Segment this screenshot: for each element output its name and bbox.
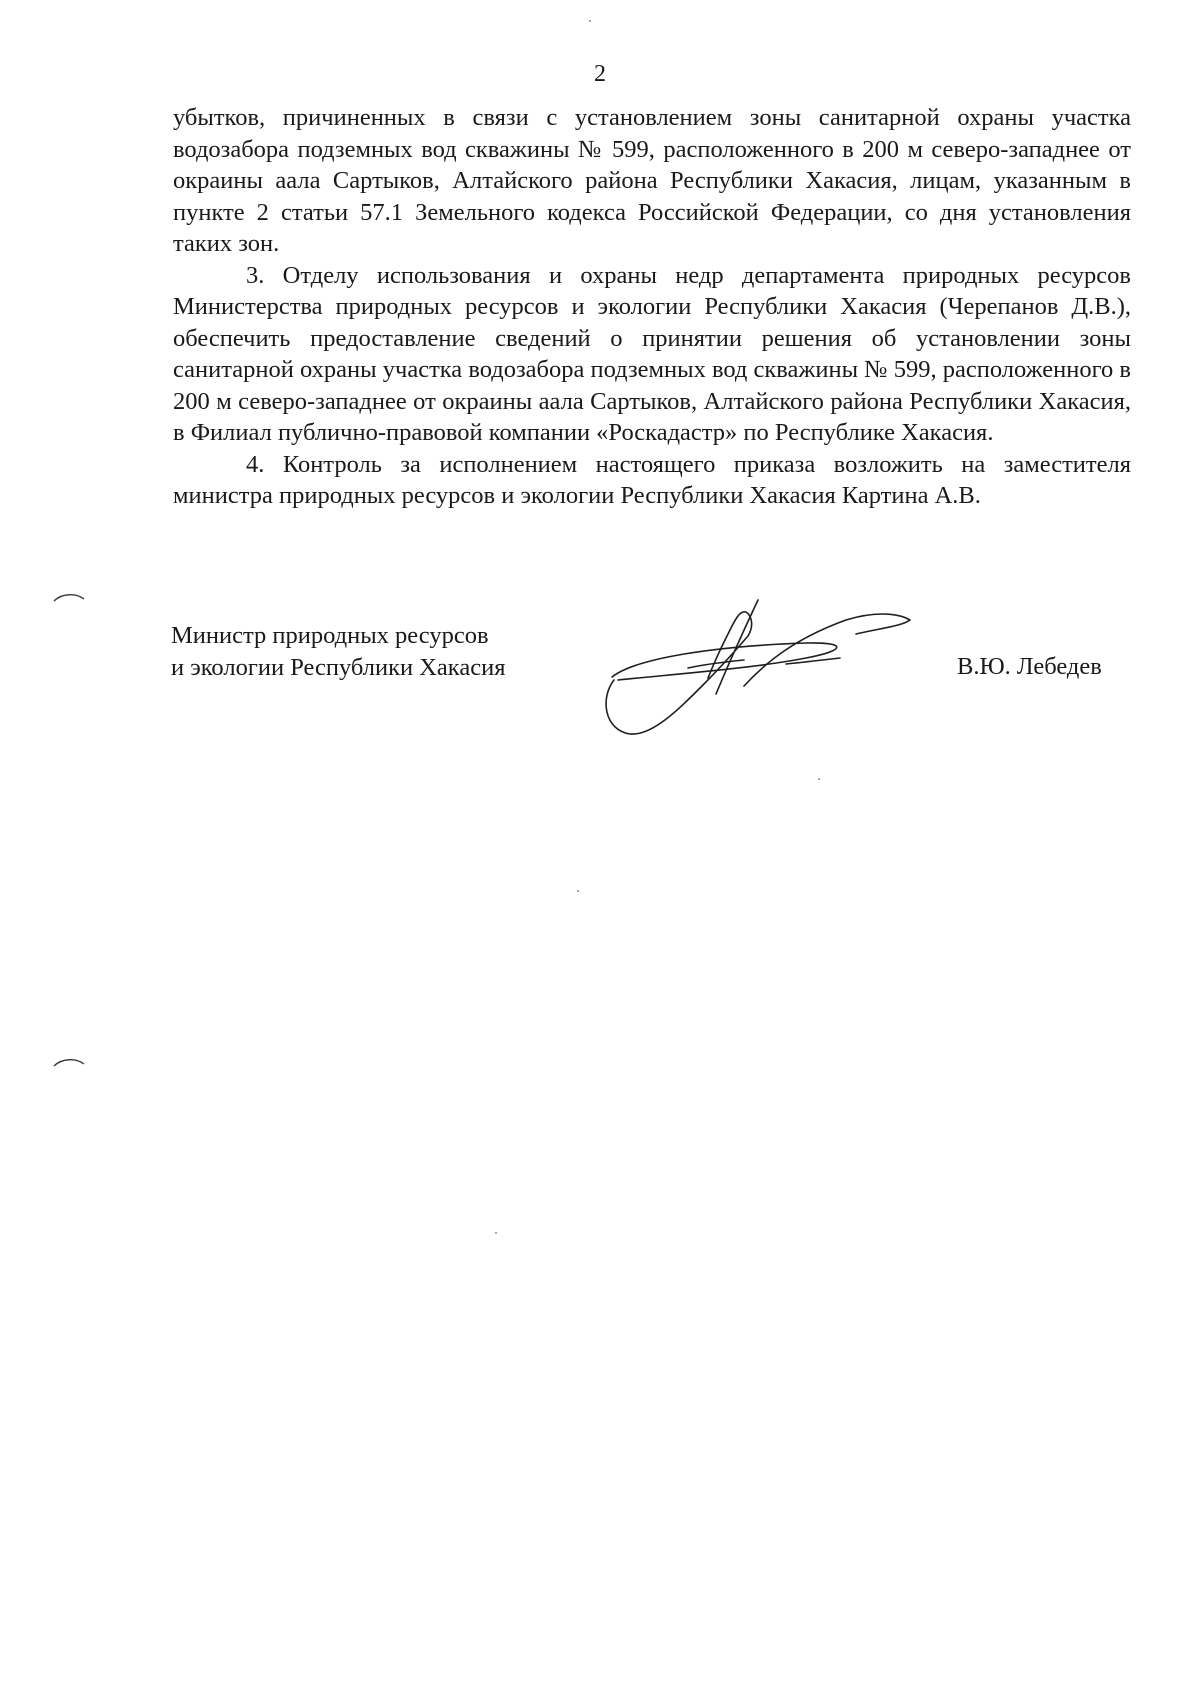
signatory-position-line-1: Министр природных ресурсов (171, 622, 489, 649)
scan-speck (577, 890, 579, 892)
page-number: 2 (594, 61, 606, 87)
scan-speck (818, 778, 820, 780)
punch-hole-mark (52, 591, 86, 603)
paragraph-item-3: 3. Отделу использования и охраны недр департамента природных ресурсов Министерства природных ресурсов и экологии Республики Хакасия (Черепанов Д.В.), обеспечить предоставление сведений о принятии решения об установлении зоны санитарной охраны участка водозабора подземных вод скважины № 599, расположенного в 200 м северо-западнее от окраины аала Сартыков, Алтайского района Республики Хакасия, в Филиал публично-правовой компании «Роскадастр» по Республике Хакасия. (173, 261, 1131, 446)
scan-speck (589, 20, 591, 22)
document-body (173, 102, 1131, 512)
paragraph-item-4: 4. Контроль за исполнением настоящего приказа возложить на заместителя министра природных ресурсов и экологии Республики Хакасия Картина А.В. (173, 450, 1131, 509)
signatory-position (171, 620, 505, 683)
punch-hole-mark (52, 1056, 86, 1068)
signatory-position-line-2: и экологии Республики Хакасия (171, 653, 506, 681)
signatory-name: В.Ю. Лебедев (957, 653, 1102, 680)
scan-speck (495, 1232, 497, 1234)
paragraph-continuation: убытков, причиненных в связи с установлением зоны санитарной охраны участка водозабора подземных вод скважины № 599, расположенного в 200 м северо-западнее от окраины аала Сартыков, Алтайского района Республики Хакасия, лицам, указанным в пункте 2 статьи 57.1 Земельного кодекса Российской Федерации, со дня установления таких зон. (173, 104, 1131, 257)
handwritten-signature (596, 598, 916, 736)
